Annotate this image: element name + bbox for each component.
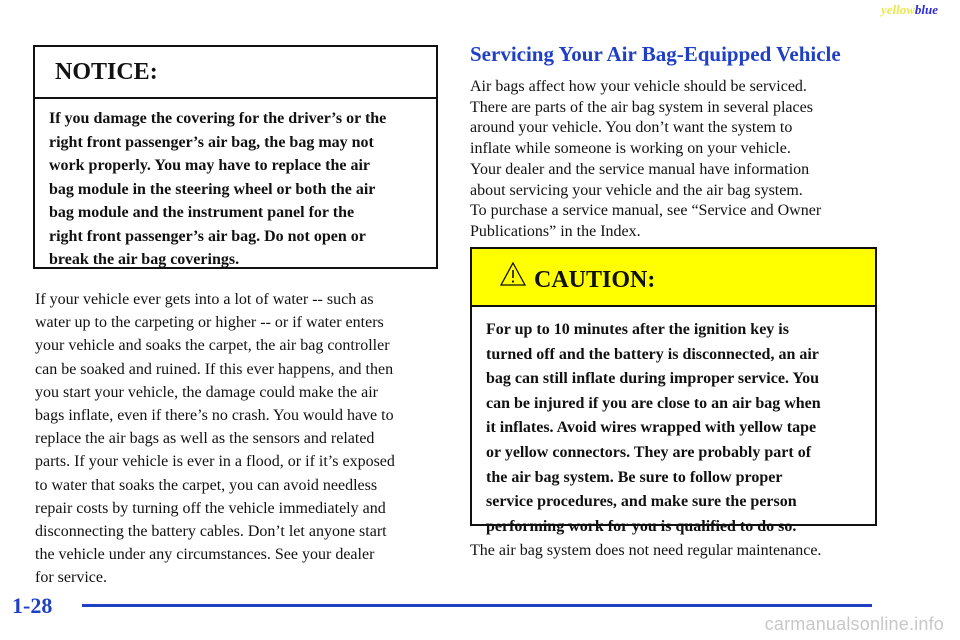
paragraph-line: can be soaked and ruined. If this ever happens, and then bbox=[35, 360, 394, 378]
notice-line: If you damage the covering for the driver’s or the bbox=[49, 110, 387, 127]
paragraph-line: the vehicle under any circumstances. See your dealer bbox=[35, 546, 375, 564]
paragraph-line: to water that soaks the carpet, you can avoid needless bbox=[35, 476, 378, 494]
notice-box bbox=[33, 45, 438, 269]
page-header-tag bbox=[881, 2, 938, 18]
notice-line: bag module in the steering wheel or both the air bbox=[49, 180, 376, 198]
notice-line: work properly. You may have to replace the air bbox=[49, 157, 371, 174]
header-blue: blue bbox=[914, 2, 938, 17]
notice-body bbox=[35, 99, 436, 272]
maintenance-note: The air bag system does not need regular maintenance. bbox=[470, 542, 822, 559]
footer-rule bbox=[82, 604, 872, 607]
watermark: carmanualsonline.info bbox=[764, 614, 944, 634]
caution-header bbox=[472, 249, 875, 307]
caution-line: it inflates. Avoid wires wrapped with yellow tape bbox=[486, 419, 817, 437]
caution-line: bag can still inflate during improper service. You bbox=[486, 370, 820, 388]
notice-line: right front passenger’s air bag, the bag may not bbox=[49, 133, 374, 151]
header-yellow: yellow bbox=[880, 2, 915, 17]
paragraph-line: Air bags affect how your vehicle should be serviced. bbox=[470, 78, 807, 95]
paragraph-line: If your vehicle ever gets into a lot of water -- such as bbox=[35, 291, 374, 308]
paragraph-line: inflate while someone is working on your vehicle. bbox=[470, 140, 791, 158]
caution-line: For up to 10 minutes after the ignition key is bbox=[486, 321, 789, 338]
paragraph-line: There are parts of the air bag system in several places bbox=[470, 98, 813, 116]
notice-line: right front passenger’s air bag. Do not open or bbox=[49, 227, 366, 245]
paragraph-line: your vehicle and soaks the carpet, the air bag controller bbox=[35, 337, 390, 355]
page-number: 1-28 bbox=[12, 593, 53, 618]
servicing-paragraph bbox=[470, 77, 875, 243]
paragraph-line: parts. If your vehicle is ever in a flood, or if it’s exposed bbox=[35, 453, 395, 471]
paragraph-line: for service. bbox=[35, 569, 107, 587]
paragraph-line: Publications” in the Index. bbox=[470, 222, 641, 240]
paragraph-line: water up to the carpeting or higher -- or if water enters bbox=[35, 314, 384, 332]
paragraph-line: Your dealer and the service manual have information bbox=[470, 160, 810, 178]
paragraph-line: bags inflate, even if there’s no crash. You would have to bbox=[35, 407, 394, 425]
paragraph-line: replace the air bags as well as the sensors and related bbox=[35, 430, 375, 448]
paragraph-line: To purchase a service manual, see “Service and Owner bbox=[470, 202, 822, 220]
section-title: Servicing Your Air Bag-Equipped Vehicle bbox=[470, 42, 841, 66]
water-damage-paragraph bbox=[35, 288, 445, 590]
caution-line: the air bag system. Be sure to follow proper bbox=[486, 468, 783, 486]
caution-line: or yellow connectors. They are probably part of bbox=[486, 443, 812, 461]
caution-title: CAUTION: bbox=[534, 267, 656, 293]
notice-line: bag module and the instrument panel for the bbox=[49, 204, 355, 221]
paragraph-line: disconnecting the battery cables. Don’t let anyone start bbox=[35, 523, 387, 541]
caution-line: turned off and the battery is disconnected, an air bbox=[486, 345, 819, 363]
warning-triangle-icon bbox=[500, 262, 526, 286]
notice-line: break the air bag coverings. bbox=[49, 251, 240, 268]
caution-body bbox=[472, 307, 875, 539]
caution-line: service procedures, and make sure the person bbox=[486, 493, 797, 511]
paragraph-line: repair costs by turning off the vehicle immediately and bbox=[35, 499, 386, 517]
notice-title: NOTICE: bbox=[35, 47, 436, 99]
paragraph-line: about servicing your vehicle and the air bag system. bbox=[470, 181, 803, 199]
paragraph-line: you start your vehicle, the damage could make the air bbox=[35, 383, 378, 401]
caution-line: performing work for you is qualified to do so. bbox=[486, 517, 797, 535]
paragraph-line: around your vehicle. You don’t want the system to bbox=[470, 119, 793, 137]
caution-box bbox=[470, 247, 877, 535]
caution-line: can be injured if you are close to an air bag when bbox=[486, 394, 821, 412]
